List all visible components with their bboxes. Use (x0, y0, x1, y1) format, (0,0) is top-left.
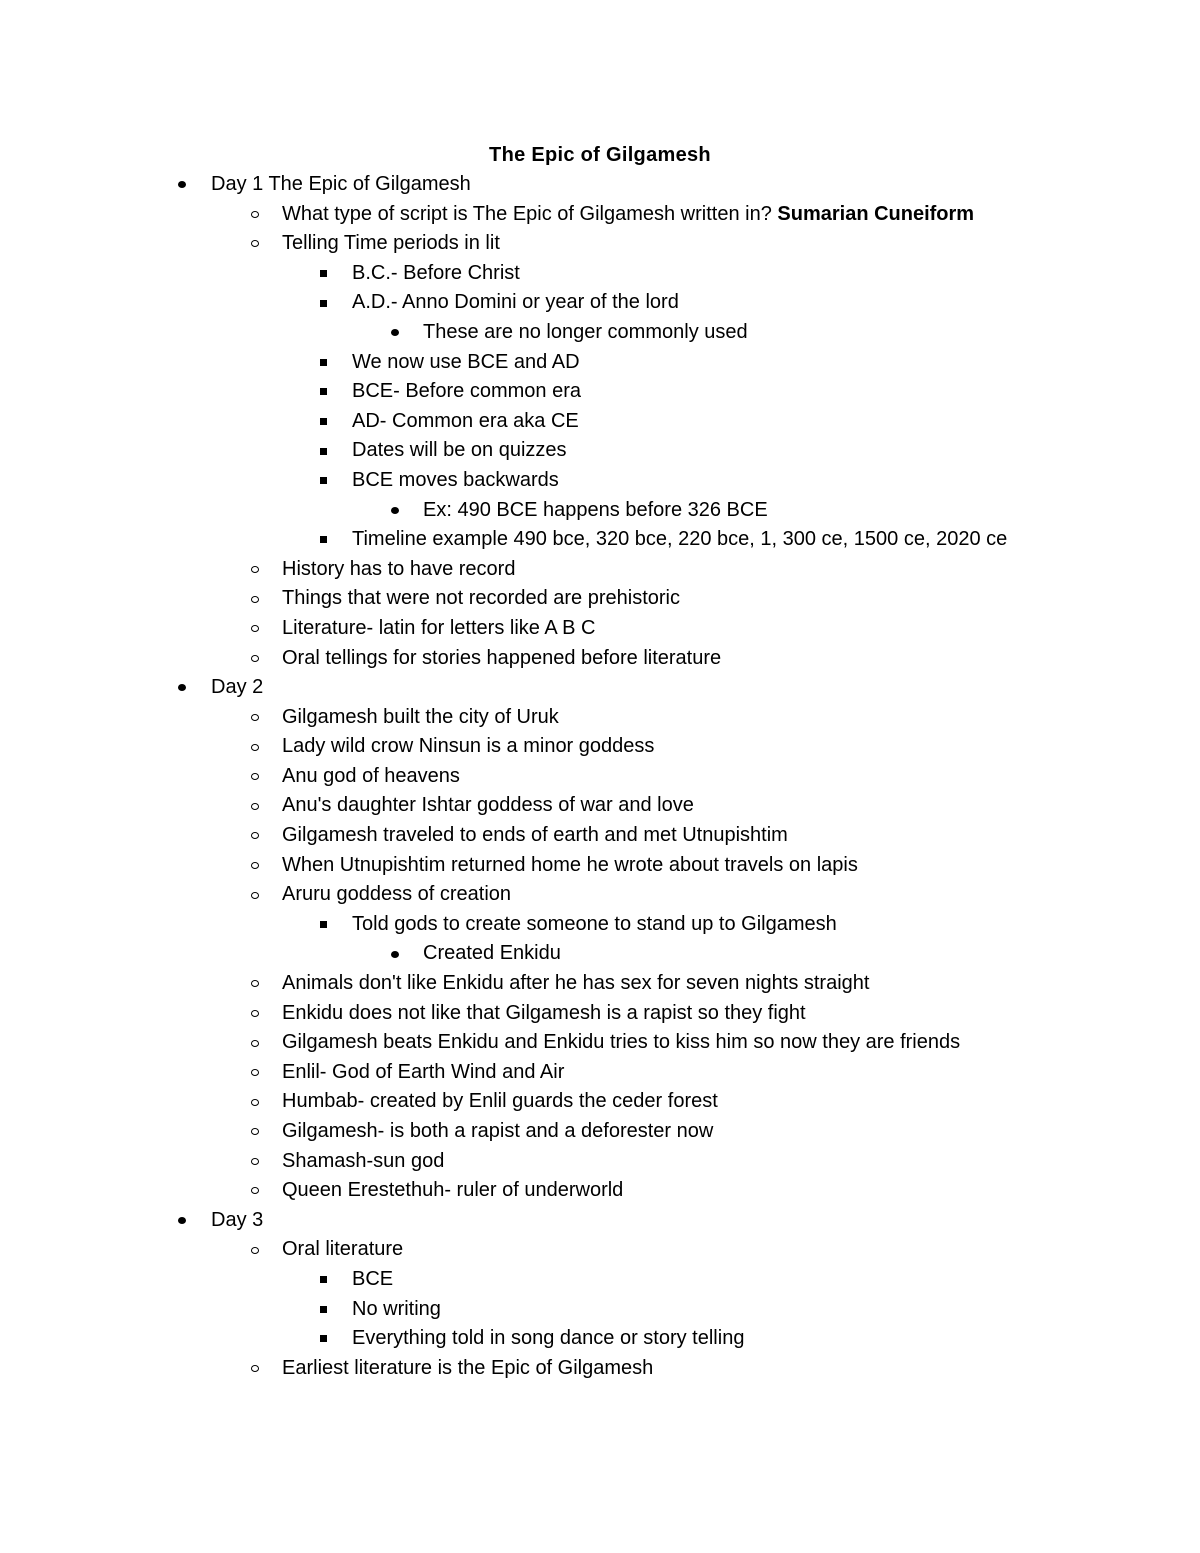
filled-circle-bullet-icon (174, 1206, 190, 1236)
outline-item-text (282, 229, 1042, 259)
outline-item-text (282, 1028, 1042, 1058)
outline-item-label: Lady wild crow Ninsun is a minor goddess (282, 735, 655, 758)
outline-item-text (282, 1147, 1042, 1177)
outline-item-level-3 (0, 407, 1042, 437)
outline-item-level-2 (0, 762, 1042, 792)
outline-item-level-3 (0, 436, 1042, 466)
hollow-circle-bullet-icon (247, 1354, 263, 1384)
outline-item-text (211, 673, 1031, 703)
outline-item-label: Timeline example 490 bce, 320 bce, 220 bce, 1, 300 ce, 1500 ce, 2020 ce (352, 528, 1008, 551)
outline-item-text (352, 407, 1042, 437)
outline-item-label: Queen Erestethuh- ruler of underworld (282, 1179, 624, 1202)
hollow-circle-bullet-icon (247, 200, 263, 230)
hollow-circle-bullet-icon (247, 703, 263, 733)
outline-item-text (352, 259, 1042, 289)
hollow-circle-bullet-icon (247, 584, 263, 614)
outline-item-level-2 (0, 1235, 1042, 1265)
outline-item-text (282, 880, 1042, 910)
hollow-circle-bullet-icon (247, 555, 263, 585)
hollow-circle-bullet-icon (247, 821, 263, 851)
outline-item-text (282, 644, 1042, 674)
hollow-circle-bullet-icon (247, 1058, 263, 1088)
outline-item-label: What type of script is The Epic of Gilgamesh written in? (282, 202, 778, 225)
outline-item-text (282, 703, 1042, 733)
outline-item-label: Anu god of heavens (282, 764, 460, 787)
outline-item-text (282, 1058, 1042, 1088)
outline-item-level-2 (0, 1117, 1042, 1147)
outline-item-label: Day 2 (211, 676, 264, 699)
outline-item-level-2 (0, 200, 1042, 230)
outline-item-text (282, 584, 1042, 614)
filled-circle-bullet-icon (387, 318, 403, 348)
outline-item-level-2 (0, 969, 1042, 999)
filled-square-bullet-icon (315, 525, 331, 555)
outline-item-answer: Sumarian Cuneiform (777, 202, 975, 225)
outline-item-text (352, 377, 1042, 407)
outline-item-label: Created Enkidu (423, 942, 561, 965)
outline-item-text (282, 1087, 1042, 1117)
filled-square-bullet-icon (315, 910, 331, 940)
outline-item-text (282, 791, 1042, 821)
outline-item-label: These are no longer commonly used (423, 320, 748, 343)
hollow-circle-bullet-icon (247, 1028, 263, 1058)
outline-item-label: Day 1 The Epic of Gilgamesh (211, 173, 471, 195)
outline-item-label: Enlil- God of Earth Wind and Air (282, 1060, 565, 1083)
hollow-circle-bullet-icon (247, 1147, 263, 1177)
outline-item-level-3 (0, 1324, 1042, 1354)
filled-circle-bullet-icon (387, 939, 403, 969)
outline-item-level-3 (0, 1265, 1042, 1295)
outline-item-label: Told gods to create someone to stand up to Gilgamesh (352, 912, 837, 935)
outline-item-text (282, 200, 1042, 230)
outline-item-level-3 (0, 525, 1042, 555)
outline-item-label: Dates will be on quizzes (352, 439, 567, 462)
outline-item-level-1 (0, 673, 1031, 703)
outline-item-level-2 (0, 644, 1042, 674)
outline-item-text (282, 1176, 1042, 1206)
outline-item-label: Gilgamesh beats Enkidu and Enkidu tries to kiss him so now they are friends (282, 1031, 961, 1054)
outline-item-text (423, 496, 1043, 526)
outline-item-label: AD- Common era aka CE (352, 409, 579, 432)
filled-square-bullet-icon (315, 288, 331, 318)
outline-item-text (282, 614, 1042, 644)
outline-item-level-2 (0, 1058, 1042, 1088)
outline-item-level-2 (0, 614, 1042, 644)
filled-square-bullet-icon (315, 377, 331, 407)
hollow-circle-bullet-icon (247, 851, 263, 881)
outline-item-label: We now use BCE and AD (352, 350, 580, 373)
outline-item-label: BCE (352, 1267, 394, 1290)
outline-item-label: History has to have record (282, 557, 516, 580)
outline-item-label: Gilgamesh- is both a rapist and a deforester now (282, 1120, 714, 1142)
outline-item-label: When Utnupishtim returned home he wrote about travels on lapis (282, 853, 858, 876)
outline-item-label: BCE- Before common era (352, 380, 581, 403)
outline-item-level-1 (0, 1206, 1031, 1236)
outline-item-level-4 (0, 318, 1043, 348)
outline-item-level-2 (0, 1354, 1042, 1384)
outline-item-label: Things that were not recorded are prehistoric (282, 587, 680, 610)
outline-item-level-3 (0, 348, 1042, 378)
filled-circle-bullet-icon (174, 170, 190, 200)
outline-item-level-3 (0, 466, 1042, 496)
outline-item-level-2 (0, 791, 1042, 821)
outline-item-label: No writing (352, 1297, 441, 1320)
outline-item-label: Everything told in song dance or story telling (352, 1327, 745, 1350)
outline-item-level-2 (0, 1147, 1042, 1177)
outline-item-level-2 (0, 821, 1042, 851)
outline-item-level-2 (0, 703, 1042, 733)
outline-item-text (282, 555, 1042, 585)
outline-item-level-3 (0, 259, 1042, 289)
hollow-circle-bullet-icon (247, 229, 263, 259)
outline-item-text (352, 348, 1042, 378)
outline-item-text (282, 969, 1042, 999)
outline-item-text (282, 1117, 1042, 1147)
outline-item-label: Ex: 490 BCE happens before 326 BCE (423, 498, 768, 521)
outline-item-text (352, 288, 1042, 318)
outline-item-text (282, 762, 1042, 792)
outline-item-level-1 (0, 170, 1031, 200)
outline-item-label: Enkidu does not like that Gilgamesh is a rapist so they fight (282, 1001, 806, 1024)
outline-item-level-2 (0, 732, 1042, 762)
outline-item-level-3 (0, 288, 1042, 318)
outline-item-label: Oral literature (282, 1238, 404, 1261)
filled-square-bullet-icon (315, 348, 331, 378)
hollow-circle-bullet-icon (247, 614, 263, 644)
outline-item-level-2 (0, 584, 1042, 614)
hollow-circle-bullet-icon (247, 1235, 263, 1265)
hollow-circle-bullet-icon (247, 732, 263, 762)
outline-item-text (282, 1235, 1042, 1265)
filled-square-bullet-icon (315, 259, 331, 289)
outline-item-label: Telling Time periods in lit (282, 232, 500, 255)
outline-item-text (423, 939, 1043, 969)
outline-item-level-3 (0, 377, 1042, 407)
hollow-circle-bullet-icon (247, 880, 263, 910)
outline-item-level-2 (0, 999, 1042, 1029)
outline-item-level-2 (0, 1087, 1042, 1117)
outline-item-level-2 (0, 1176, 1042, 1206)
outline-item-text (211, 170, 1031, 200)
filled-square-bullet-icon (315, 1295, 331, 1325)
hollow-circle-bullet-icon (247, 1176, 263, 1206)
outline-item-level-2 (0, 555, 1042, 585)
outline-item-text (211, 1206, 1031, 1236)
outline-item-text (423, 318, 1043, 348)
outline-item-label: Gilgamesh traveled to ends of earth and met Utnupishtim (282, 824, 788, 847)
outline-item-level-2 (0, 851, 1042, 881)
outline-item-text (352, 910, 1042, 940)
hollow-circle-bullet-icon (247, 1087, 263, 1117)
outline-item-label: Humbab- created by Enlil guards the ceder forest (282, 1090, 718, 1113)
outline-item-label: Shamash-sun god (282, 1149, 445, 1172)
outline-item-text (352, 436, 1042, 466)
hollow-circle-bullet-icon (247, 999, 263, 1029)
outline-item-label: BCE moves backwards (352, 468, 559, 491)
outline-item-level-3 (0, 910, 1042, 940)
outline-item-label: Literature- latin for letters like A B C (282, 616, 596, 639)
outline-item-label: A.D.- Anno Domini or year of the lord (352, 291, 679, 314)
outline-item-label: B.C.- Before Christ (352, 261, 520, 284)
outline-item-text (282, 851, 1042, 881)
outline-item-text (352, 1295, 1042, 1325)
outline-item-label: Anu's daughter Ishtar goddess of war and love (282, 794, 694, 817)
outline-item-label: Gilgamesh built the city of Uruk (282, 705, 559, 728)
outline-item-level-4 (0, 939, 1043, 969)
outline-item-text (282, 999, 1042, 1029)
hollow-circle-bullet-icon (247, 791, 263, 821)
outline-item-level-2 (0, 1028, 1042, 1058)
outline-item-text (352, 1324, 1042, 1354)
outline-item-text (352, 466, 1042, 496)
outline-item-level-2 (0, 229, 1042, 259)
hollow-circle-bullet-icon (247, 762, 263, 792)
outline-item-text (352, 525, 1042, 555)
outline-item-label: Earliest literature is the Epic of Gilgamesh (282, 1356, 654, 1379)
outline-item-label: Aruru goddess of creation (282, 883, 512, 906)
outline-item-text (282, 1354, 1042, 1384)
outline-item-text (282, 732, 1042, 762)
filled-square-bullet-icon (315, 466, 331, 496)
outline-item-level-3 (0, 1295, 1042, 1325)
hollow-circle-bullet-icon (247, 644, 263, 674)
outline-item-text (282, 821, 1042, 851)
filled-square-bullet-icon (315, 1324, 331, 1354)
outline-item-text (352, 1265, 1042, 1295)
document-outline (0, 170, 1200, 1383)
filled-square-bullet-icon (315, 407, 331, 437)
hollow-circle-bullet-icon (247, 1117, 263, 1147)
filled-square-bullet-icon (315, 1265, 331, 1295)
hollow-circle-bullet-icon (247, 969, 263, 999)
outline-item-label: Animals don't like Enkidu after he has sex for seven nights straight (282, 972, 870, 995)
filled-circle-bullet-icon (387, 496, 403, 526)
filled-square-bullet-icon (315, 436, 331, 466)
outline-item-label: Day 3 (211, 1208, 264, 1231)
page-title: The Epic of Gilgamesh (489, 144, 711, 166)
filled-circle-bullet-icon (174, 673, 190, 703)
outline-item-label: Oral tellings for stories happened before literature (282, 646, 722, 669)
outline-item-level-2 (0, 880, 1042, 910)
outline-item-level-4 (0, 496, 1043, 526)
